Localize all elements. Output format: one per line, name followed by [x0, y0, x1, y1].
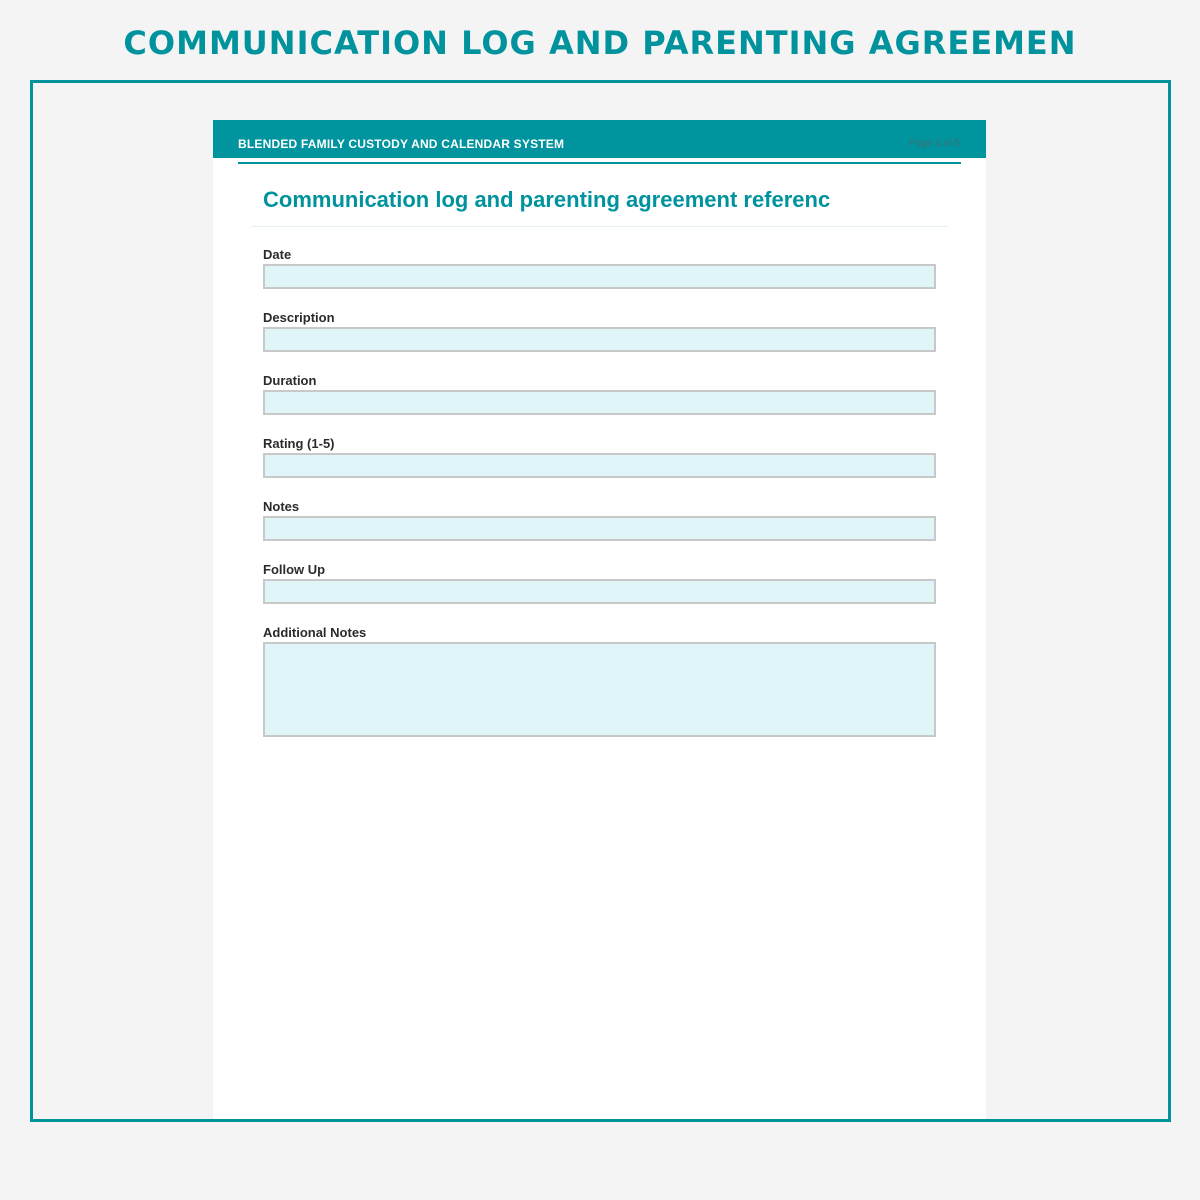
additional-notes-label: Additional Notes	[263, 625, 367, 640]
document-page	[213, 120, 986, 1119]
page-indicator: Page 4 of 5	[908, 138, 960, 149]
notes-field[interactable]	[263, 516, 936, 541]
system-name: BLENDED FAMILY CUSTODY AND CALENDAR SYSTEM	[238, 137, 565, 151]
description-label: Description	[263, 310, 335, 325]
page-title: Communication log and parenting agreement referenc	[263, 187, 831, 212]
follow-up-label: Follow Up	[263, 562, 326, 577]
page-header	[213, 120, 986, 158]
date-label: Date	[263, 247, 292, 262]
date-field[interactable]	[263, 264, 936, 289]
duration-field[interactable]	[263, 390, 936, 415]
rating-field[interactable]	[263, 453, 936, 478]
additional-notes-field[interactable]	[263, 642, 936, 737]
banner-title: COMMUNICATION LOG AND PARENTING AGREEMEN	[123, 24, 1077, 62]
duration-label: Duration	[263, 373, 317, 388]
title-divider	[251, 226, 948, 227]
rating-label: Rating (1-5)	[263, 436, 335, 451]
follow-up-field[interactable]	[263, 579, 936, 604]
header-divider	[238, 162, 961, 164]
description-field[interactable]	[263, 327, 936, 352]
notes-label: Notes	[263, 499, 300, 514]
